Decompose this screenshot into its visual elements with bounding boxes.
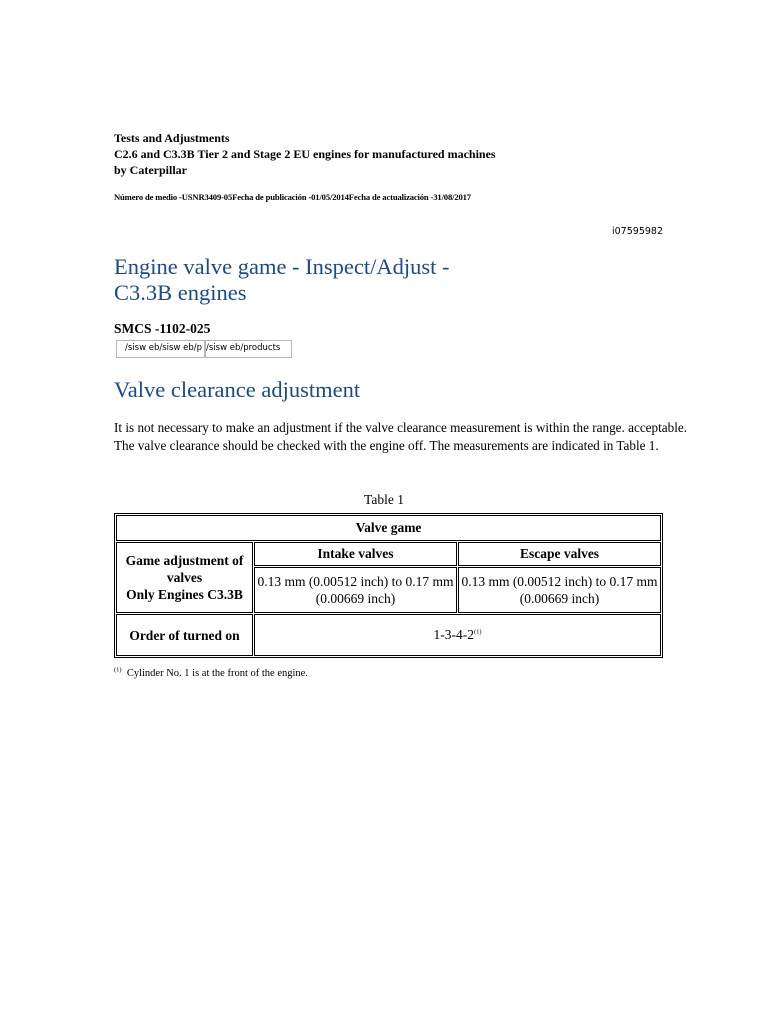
table-caption: Table 1 [364, 492, 404, 507]
document-subject: C2.6 and C3.3B Tier 2 and Stage 2 EU engines for manufactured machines [114, 147, 496, 161]
row-label-adjustment-line1: Game adjustment of valves [125, 553, 244, 585]
table-row [116, 614, 661, 656]
table-footnote [114, 668, 308, 679]
table-row [116, 515, 661, 541]
footnote-text: Cylinder No. 1 is at the front of the engine. [126, 668, 308, 679]
valve-clearance-table [114, 513, 663, 658]
intake-clearance-value: 0.13 mm (0.00512 inch) to 0.17 mm (0.00669 inch) [254, 567, 457, 613]
smcs-code: SMCS -1102-025 [114, 321, 211, 336]
footnote-reference: (1) [473, 628, 482, 636]
document-author: by Caterpillar [114, 163, 187, 177]
document-category: Tests and Adjustments [114, 131, 230, 145]
section-title: Valve clearance adjustment [114, 377, 361, 402]
escape-clearance-value: 0.13 mm (0.00512 inch) to 0.17 mm (0.00669 inch) [458, 567, 661, 613]
footnote-mark: (1) [114, 666, 122, 674]
media-info: Número de medio -USNR3409-05Fecha de publicación -01/05/2014Fecha de actualización -31/08/2017 [114, 192, 471, 202]
table-heading: Valve game [116, 515, 661, 541]
row-label-engines: Only Engines C3.3B [126, 587, 243, 602]
firing-order-text: 1-3-4-2 [433, 627, 474, 642]
broken-image-link[interactable]: /sisw eb/products [204, 340, 292, 358]
document-id: i07595982 [612, 226, 663, 237]
column-header-intake: Intake valves [254, 542, 457, 566]
page-title: Engine valve game - Inspect/Adjust - C3.3B engines [114, 254, 450, 305]
row-label-firing-order: Order of turned on [116, 614, 253, 656]
broken-image-link[interactable]: /sisw eb/sisw eb/p [116, 340, 206, 358]
column-header-escape: Escape valves [458, 542, 661, 566]
row-label-adjustment [116, 542, 253, 613]
body-paragraph: It is not necessary to make an adjustment if the valve clearance measurement is within the range. acceptable. The valve clearance should be checked with the engine off. The measurements are indicated in Table 1. [114, 420, 688, 453]
firing-order-value [254, 614, 661, 656]
table-row [116, 542, 661, 566]
